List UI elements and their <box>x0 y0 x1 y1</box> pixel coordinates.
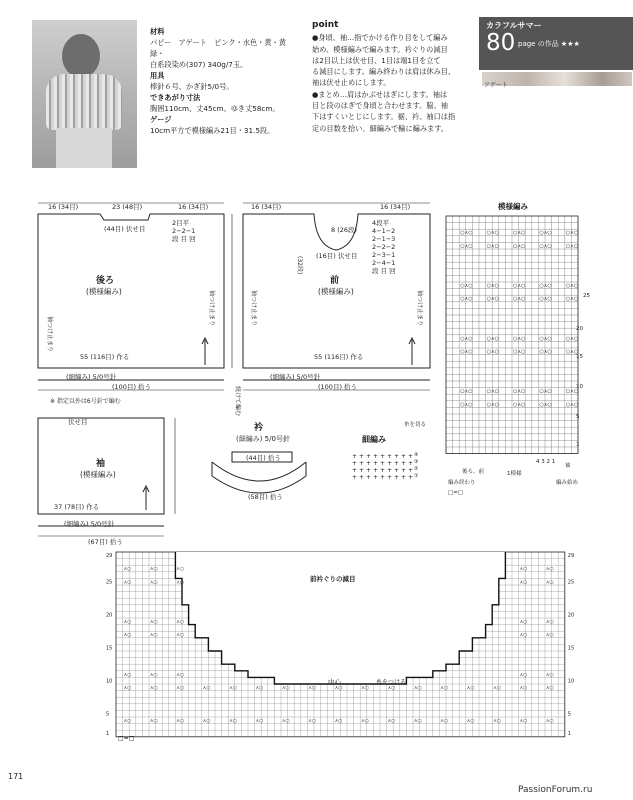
neckline-symbol: ⋏○ <box>176 686 185 691</box>
back-subtitle: (模様編み) <box>86 287 122 296</box>
neckline-center: 中心 <box>328 678 341 686</box>
pattern-symbol: ○⋏○ <box>486 388 499 395</box>
back-step-2: 2−2−1 <box>172 227 196 235</box>
sc-row-4: ④ <box>414 452 419 458</box>
pattern-symbol: ○⋏○ <box>513 388 526 395</box>
point-line: る減目にします。編み終わりは肩は休み目、 <box>312 67 456 77</box>
neckline-symbol: ⋏○ <box>334 686 343 691</box>
front-step-1: 4段平 <box>372 219 390 227</box>
collar-title: 衿 <box>254 423 264 433</box>
sc-title: 細編み <box>362 435 386 444</box>
pattern-symbol: ○⋏○ <box>460 349 473 355</box>
pattern-symbol: ○⋏○ <box>565 388 579 395</box>
back-rib: (細編み) 5/0号針 <box>66 373 117 381</box>
back-step-1: 2目平 <box>172 219 190 227</box>
swatch-label: アゲート <box>484 82 508 89</box>
sc-stitch: + <box>401 467 407 474</box>
neckline-symbol: ⋏○ <box>282 719 290 724</box>
point-line: 下はすくいとじにします。裾、衿、袖口は指 <box>312 112 456 122</box>
sc-stitch: + <box>387 460 393 467</box>
point-line: 袖は伏せ止めにします。 <box>312 78 391 88</box>
neckline-row-marker: 20 <box>106 612 113 619</box>
sc-stitch: + <box>366 453 372 460</box>
sc-stitch: + <box>359 453 365 460</box>
pattern-symbol: ○⋏○ <box>513 283 526 289</box>
sc-stitch: + <box>387 474 393 481</box>
neckline-symbol: ⋏○ <box>440 686 449 691</box>
neckline-symbol: ⋏○ <box>414 719 422 724</box>
front-title: 前 <box>330 276 340 286</box>
pattern-row-label: 15 <box>576 354 583 360</box>
pattern-symbol: ○⋏○ <box>565 349 579 355</box>
neckline-symbol: ⋏○ <box>361 719 369 724</box>
back-side-note-left: 袖つけ止まり <box>46 316 53 353</box>
pattern-symbol: ○⋏○ <box>539 243 552 250</box>
neckline-symbol: ⋏○ <box>466 719 475 724</box>
pattern-rib-end: 編み終わり <box>448 480 476 486</box>
pattern-symbol: ○⋏○ <box>460 388 473 395</box>
sc-stitch: + <box>373 453 379 460</box>
neckline-symbol: ⋏○ <box>150 580 158 586</box>
point-line: 目と段のはぎで身頃と合わせます。脇、袖 <box>312 101 448 111</box>
neckline-symbol: ⋏○ <box>123 620 132 625</box>
neckline-symbol: ⋏○ <box>308 719 317 724</box>
neckline-legend: □=□ <box>118 735 135 742</box>
back-side-note-right: 袖つけ止まり <box>208 290 215 327</box>
neckline-symbol: ⋏○ <box>176 633 185 639</box>
point-line: 始め、模様編みで編みます。衿ぐりの減目 <box>312 44 448 54</box>
neckline-symbol: ⋏○ <box>255 719 264 724</box>
back-direction-arrow <box>202 338 208 365</box>
sc-stitch: + <box>366 474 372 481</box>
point-line: 定の目数を拾い、細編みで輪に編みます。 <box>312 123 448 133</box>
front-step-4: 2−2−2 <box>372 243 396 251</box>
back-step-3: 段 目 回 <box>172 235 196 243</box>
sc-row-1: ① <box>414 473 419 479</box>
pattern-symbol: ○⋏○ <box>486 335 499 342</box>
pattern-symbol: ○⋏○ <box>486 296 499 303</box>
sc-stitch: + <box>380 474 386 481</box>
pattern-symbol: ○⋏○ <box>513 335 526 342</box>
back-top-dim-3: 16 (34目) <box>178 203 209 211</box>
neckline-symbol: ⋏○ <box>176 580 185 586</box>
sc-stitch: + <box>380 467 386 474</box>
pattern-symbol: ○⋏○ <box>460 230 473 237</box>
sc-stitch: + <box>394 453 400 460</box>
pattern-symbol: ○⋏○ <box>539 388 552 395</box>
front-top-dim-1: 16 (34目) <box>251 203 282 211</box>
yarn-heading: 材料 <box>150 27 165 36</box>
tools-text: 棒針６号、かぎ針5/0号。 <box>150 82 234 91</box>
pattern-symbol: ○⋏○ <box>486 243 499 250</box>
neckline-symbol: ⋏○ <box>519 633 528 639</box>
neckline-symbol: ⋏○ <box>123 672 132 678</box>
sc-stitch: + <box>401 453 407 460</box>
sc-stitch: + <box>408 460 414 467</box>
neckline-row-marker: 29 <box>567 553 575 559</box>
pattern-row-label: 10 <box>576 384 583 390</box>
neckline-symbol: ⋏○ <box>229 719 237 724</box>
pattern-legend: □=□ <box>448 490 464 496</box>
neckline-symbol: ⋏○ <box>202 686 211 691</box>
pattern-symbol: ○⋏○ <box>539 230 552 237</box>
pattern-row-label: 5 <box>576 414 580 420</box>
pattern-symbol: ○⋏○ <box>486 230 499 237</box>
neckline-symbol: ⋏○ <box>150 719 158 724</box>
neckline-row-marker: 15 <box>106 645 113 652</box>
pattern-symbol: ○⋏○ <box>460 296 473 303</box>
collar-inner <box>212 462 306 481</box>
neckline-symbol: ⋏○ <box>150 620 158 625</box>
neckline-symbol: ⋏○ <box>546 686 554 691</box>
pattern-repeat: 1模様 <box>507 471 522 477</box>
neckline-symbol: ⋏○ <box>519 672 528 678</box>
needle-note: ※ 指定以外は6号針で編む <box>50 398 121 405</box>
neckline-symbol: ⋏○ <box>466 686 475 691</box>
sc-stitch: + <box>408 453 414 460</box>
size-text: 胸囲110cm、丈45cm、ゆき丈58cm。 <box>150 104 280 113</box>
pattern-symbol: ○⋏○ <box>513 296 526 303</box>
back-bottom: 55 (116目) 作る <box>80 353 130 361</box>
point-line: は2目以上は伏せ目、1目は端1目を立て <box>312 55 441 65</box>
neckline-symbol: ⋏○ <box>361 686 369 691</box>
neckline-symbol: ⋏○ <box>123 633 132 639</box>
sc-stitch: + <box>366 460 372 467</box>
front-rib: (細編み) 5/0号針 <box>270 373 321 381</box>
neckline-row-marker: 5 <box>106 711 110 718</box>
pattern-symbol: ○⋏○ <box>565 296 579 303</box>
neckline-row-marker: 10 <box>106 678 113 685</box>
sc-stitch: + <box>373 460 379 467</box>
sc-stitch: + <box>352 460 358 467</box>
neckline-symbol: ⋏○ <box>546 719 554 724</box>
sc-stitch: + <box>359 467 365 474</box>
front-step-2: 4−1−2 <box>372 227 396 235</box>
pattern-symbol: ○⋏○ <box>460 243 473 250</box>
sleeve-rib: (細編み) 5/0号針 <box>64 520 115 528</box>
pattern-grid <box>446 216 578 454</box>
front-top-dim-2: 16 (34目) <box>380 203 411 211</box>
neckline-attach: 糸をつける <box>376 679 407 686</box>
back-neck-bind: (44目) 伏せ目 <box>104 225 146 233</box>
front-neck-rows: (32段) <box>296 256 303 275</box>
neckline-symbol: ⋏○ <box>546 620 554 625</box>
sleeve-top: 伏せ目 <box>68 418 88 426</box>
pattern-sleeve: 袖 <box>565 463 571 469</box>
neckline-symbol: ⋏○ <box>123 719 132 724</box>
pattern-row-label: 25 <box>583 293 590 299</box>
point-heading: point <box>312 20 339 30</box>
sc-row-3: ③ <box>414 459 419 465</box>
neckline-row-marker: 10 <box>567 678 575 685</box>
pattern-symbol: ○⋏○ <box>513 401 526 408</box>
back-top-dim-2: 23 (48目) <box>112 203 143 211</box>
pattern-row-label: 1 <box>576 442 580 448</box>
pattern-symbol: ○⋏○ <box>460 335 473 342</box>
back-pick: (100目) 拾う <box>112 383 152 391</box>
sc-stitch-marks <box>352 453 413 481</box>
pattern-back-front: 後ろ、前 <box>462 469 485 475</box>
neckline-symbol: ⋏○ <box>176 672 185 678</box>
back-top-dim-1: 16 (34目) <box>48 203 79 211</box>
neckline-symbol: ⋏○ <box>176 620 185 625</box>
sc-stitch: + <box>394 474 400 481</box>
neckline-row-marker: 1 <box>106 731 110 738</box>
front-step-7: 段 目 回 <box>372 267 396 275</box>
sc-stitch: + <box>408 474 414 481</box>
neckline-symbol: ⋏○ <box>414 686 422 691</box>
sc-stitch: + <box>394 467 400 474</box>
sc-row-2: ② <box>414 466 419 472</box>
sc-stitch: + <box>408 467 414 474</box>
neckline-symbol: ⋏○ <box>387 686 396 691</box>
pattern-symbol: ○⋏○ <box>486 349 499 355</box>
pattern-symbol: ○⋏○ <box>539 296 552 303</box>
neckline-symbol: ⋏○ <box>546 567 554 573</box>
neckline-row-marker: 20 <box>567 612 575 619</box>
neckline-row-marker: 1 <box>567 731 571 738</box>
front-side-note-left: 袖つけ止まり <box>250 290 257 327</box>
sc-stitch: + <box>352 474 358 481</box>
front-neck-bind: (16目) 伏せ目 <box>316 252 358 260</box>
sc-cut: 糸を切る <box>404 422 427 428</box>
tag-label: カラフルサマー <box>486 21 542 30</box>
neckline-symbol: ⋏○ <box>519 686 528 691</box>
tag-suffix: page の作品 ★★★ <box>518 40 580 48</box>
sc-stitch: + <box>380 453 386 460</box>
pattern-rib-start: 編み始め <box>556 480 579 486</box>
sc-stitch: + <box>352 453 358 460</box>
neckline-symbol: ⋏○ <box>519 580 528 586</box>
neckline-symbol: ⋏○ <box>123 686 132 691</box>
pattern-symbol: ○⋏○ <box>460 401 473 408</box>
page-number: 171 <box>8 772 24 781</box>
neckline-symbol: ⋏○ <box>308 686 317 691</box>
pattern-symbol: ○⋏○ <box>513 230 526 237</box>
pattern-symbol: ○⋏○ <box>486 401 499 408</box>
pattern-symbol: ○⋏○ <box>513 243 526 250</box>
sc-stitch: + <box>387 467 393 474</box>
neckline-symbol: ⋏○ <box>440 719 449 724</box>
neckline-symbol: ⋏○ <box>150 567 158 573</box>
neckline-symbol: ⋏○ <box>202 719 211 724</box>
neckline-symbol: ⋏○ <box>123 567 132 573</box>
front-neck-dim: 8 (26段) <box>331 226 358 234</box>
pattern-symbol: ○⋏○ <box>565 335 579 342</box>
neckline-symbol: ⋏○ <box>176 567 185 573</box>
neckline-symbol: ⋏○ <box>176 719 185 724</box>
pattern-symbol: ○⋏○ <box>539 283 552 289</box>
size-heading: できあがり寸法 <box>150 93 201 102</box>
neckline-row-marker: 25 <box>567 579 575 586</box>
gauge-heading: ゲージ <box>150 115 172 124</box>
neckline-symbol: ⋏○ <box>546 580 554 586</box>
neckline-symbol: ⋏○ <box>150 672 158 678</box>
sc-stitch: + <box>401 474 407 481</box>
pattern-symbol: ○⋏○ <box>539 349 552 355</box>
sc-stitch: + <box>380 460 386 467</box>
front-side-note-right: 袖つけ止まり <box>416 290 423 327</box>
sc-stitch: + <box>401 460 407 467</box>
gauge-text: 10cm平方で模様編み21目・31.5段。 <box>150 126 275 135</box>
neckline-row-marker: 15 <box>567 645 575 652</box>
neckline-symbol: ⋏○ <box>387 719 396 724</box>
collar-inner-label: (44目) 拾う <box>246 454 281 462</box>
sleeve-pick: (67目) 拾う <box>88 538 123 546</box>
pattern-symbol: ○⋏○ <box>565 283 579 289</box>
tools-heading: 用具 <box>150 71 165 80</box>
collar-outer <box>212 462 306 493</box>
neckline-symbol: ⋏○ <box>493 686 501 691</box>
front-direction-arrow <box>409 338 415 365</box>
front-bottom: 55 (116目) 作る <box>314 353 364 361</box>
point-line: ●まとめ…肩はかぶせはぎにします。袖は <box>312 89 448 99</box>
sc-stitch: + <box>366 467 372 474</box>
neckline-row-marker: 29 <box>106 553 113 559</box>
yarn-text-1: パピー アゲート ピンク・水色・黄・黄緑・ <box>150 38 286 58</box>
pattern-symbol: ○⋏○ <box>539 401 552 408</box>
collar-subtitle: (細編み) 5/0号針 <box>236 435 290 443</box>
neckline-symbol: ⋏○ <box>519 567 528 573</box>
pattern-symbol: ○⋏○ <box>565 230 579 237</box>
neckline-symbol: ⋏○ <box>123 580 132 586</box>
collar-outer-label: (58目) 拾う <box>248 493 283 501</box>
sc-stitch: + <box>359 460 365 467</box>
front-step-3: 2−1−3 <box>372 235 396 243</box>
neckline-symbol: ⋏○ <box>150 686 158 691</box>
neckline-symbol: ⋏○ <box>546 633 554 639</box>
neckline-row-marker: 25 <box>106 579 113 586</box>
back-title: 後ろ <box>96 276 115 286</box>
sc-stitch: + <box>373 467 379 474</box>
front-pick: (100目) 拾う <box>318 383 358 391</box>
pattern-symbol: ○⋏○ <box>539 335 552 342</box>
sc-stitch: + <box>394 460 400 467</box>
front-subtitle: (模様編み) <box>318 287 354 296</box>
watermark: PassionForum.ru <box>518 785 593 795</box>
sc-stitch: + <box>373 474 379 481</box>
sleeve-bottom: 37 (78目) 作る <box>54 503 100 511</box>
sleeve-direction-arrow <box>143 486 149 510</box>
neckline-symbol: ⋏○ <box>255 686 264 691</box>
neckline-title: 前衿ぐりの減目 <box>310 575 356 583</box>
pattern-symbol: ○⋏○ <box>565 243 579 250</box>
pattern-row-label: 20 <box>576 326 583 332</box>
pattern-title: 模様編み <box>498 202 528 211</box>
neckline-symbol: ⋏○ <box>229 686 237 691</box>
neckline-symbol: ⋏○ <box>334 719 343 724</box>
neckline-symbol: ⋏○ <box>282 686 290 691</box>
yarn-text-2: 白系段染め(307) 340g/7玉。 <box>150 60 248 69</box>
pattern-symbol: ○⋏○ <box>513 349 526 355</box>
sleeve-title: 袖 <box>96 459 106 469</box>
point-line: ●身頃、袖…指でかける作り目をして編み <box>312 33 448 43</box>
neckline-symbol: ⋏○ <box>519 620 528 625</box>
tag-number: 80 <box>486 30 516 56</box>
pattern-bottom-nums: 4 3 2 1 <box>536 459 556 465</box>
front-connect: 続けて編む <box>234 386 241 417</box>
sc-stitch: + <box>352 467 358 474</box>
pattern-symbol: ○⋏○ <box>565 401 579 408</box>
sleeve-subtitle: (模様編み) <box>80 470 116 479</box>
neckline-symbol: ⋏○ <box>493 719 501 724</box>
front-step-5: 2−3−1 <box>372 251 396 259</box>
neckline-symbol: ⋏○ <box>519 719 528 724</box>
sc-stitch: + <box>387 453 393 460</box>
neckline-symbol: ⋏○ <box>546 672 554 678</box>
pattern-symbol: ○⋏○ <box>486 283 499 289</box>
neckline-row-marker: 5 <box>567 711 571 718</box>
pattern-symbol: ○⋏○ <box>460 283 473 289</box>
back-outline <box>38 214 224 368</box>
sc-stitch: + <box>359 474 365 481</box>
front-step-6: 2−4−1 <box>372 259 396 267</box>
neckline-symbol: ⋏○ <box>150 633 158 639</box>
